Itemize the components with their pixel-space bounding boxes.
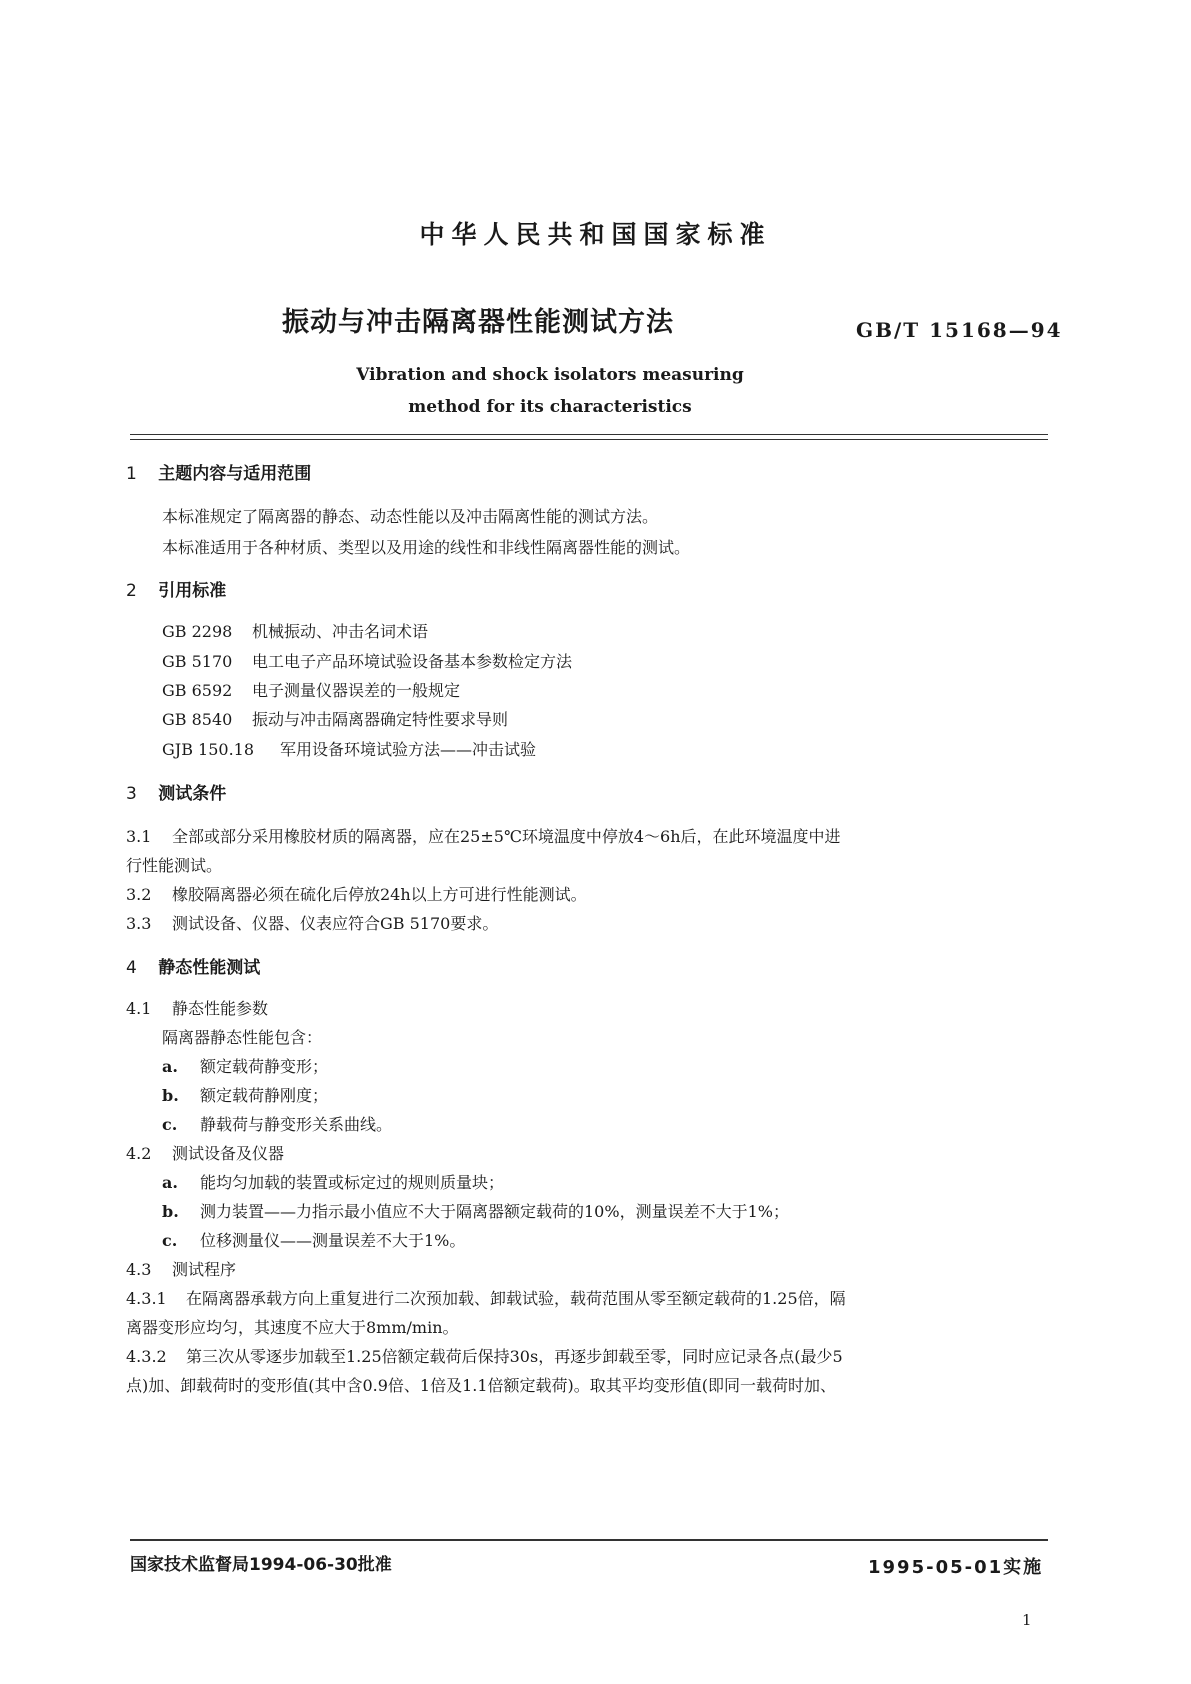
clause-text: 第三次从零逐步加载至1.25倍额定载荷后保持30s，再逐步卸载至零，同时应记录各点(最少5 bbox=[186, 1347, 843, 1366]
clause-4-3-1 bbox=[126, 1286, 846, 1309]
list-marker: c. bbox=[162, 1115, 178, 1134]
clause-number: 4.2 bbox=[126, 1144, 152, 1163]
list-text: 能均匀加载的装置或标定过的规则质量块； bbox=[200, 1173, 505, 1192]
list-marker: a. bbox=[162, 1173, 178, 1192]
list-marker: a. bbox=[162, 1057, 178, 1076]
clause-text: 橡胶隔离器必须在硫化后停放24h以上方可进行性能测试。 bbox=[172, 885, 587, 904]
clause-number: 3.3 bbox=[126, 914, 152, 933]
header-rule-top bbox=[130, 434, 1048, 435]
title-chinese: 振动与冲击隔离器性能测试方法 bbox=[282, 307, 674, 338]
list-text: 额定载荷静刚度； bbox=[200, 1086, 329, 1105]
reference-code: GB 6592 bbox=[162, 681, 233, 700]
reference-name: 军用设备环境试验方法——冲击试验 bbox=[280, 740, 537, 759]
reference-item bbox=[162, 619, 428, 642]
clause-3-3 bbox=[126, 911, 498, 934]
clause-title: 测试设备及仪器 bbox=[172, 1144, 285, 1163]
clause-number: 4.1 bbox=[126, 999, 152, 1018]
reference-item bbox=[162, 707, 508, 730]
header-rule-bottom bbox=[130, 439, 1048, 440]
section-1-para-2: 本标准适用于各种材质、类型以及用途的线性和非线性隔离器性能的测试。 bbox=[162, 538, 691, 557]
clause-3-1-continued: 行性能测试。 bbox=[126, 856, 223, 875]
title-english bbox=[200, 359, 900, 423]
clause-title: 静态性能参数 bbox=[172, 999, 269, 1018]
section-4-title: 静态性能测试 bbox=[158, 958, 261, 978]
section-2-title: 引用标准 bbox=[158, 581, 227, 601]
list-item bbox=[162, 1054, 328, 1077]
clause-number: 4.3.1 bbox=[126, 1289, 167, 1308]
standard-org-header: 中华人民共和国国家标准 bbox=[419, 220, 772, 249]
clause-3-1 bbox=[126, 824, 841, 847]
list-item bbox=[162, 1199, 789, 1222]
list-marker: b. bbox=[162, 1086, 179, 1105]
section-2-number: 2 bbox=[126, 581, 137, 601]
approval-date: 国家技术监督局1994-06-30批准 bbox=[130, 1555, 392, 1575]
clause-4-3-2 bbox=[126, 1344, 843, 1367]
clause-text: 在隔离器承载方向上重复进行二次预加载、卸载试验，载荷范围从零至额定载荷的1.25倍，隔 bbox=[186, 1289, 846, 1308]
title-english-line2: method for its characteristics bbox=[408, 397, 692, 417]
clause-number: 3.1 bbox=[126, 827, 152, 846]
standard-code: GB/T 15168—94 bbox=[856, 318, 1063, 342]
clause-4-2 bbox=[126, 1141, 284, 1164]
reference-code: GJB 150.18 bbox=[162, 740, 255, 759]
reference-name: 电工电子产品环境试验设备基本参数检定方法 bbox=[252, 652, 573, 671]
section-3-heading bbox=[126, 779, 226, 804]
reference-name: 机械振动、冲击名词术语 bbox=[252, 622, 429, 641]
section-2-heading bbox=[126, 576, 226, 601]
reference-code: GB 5170 bbox=[162, 652, 233, 671]
list-text: 静载荷与静变形关系曲线。 bbox=[200, 1115, 393, 1134]
title-english-line1: Vibration and shock isolators measuring bbox=[356, 365, 744, 385]
list-marker: c. bbox=[162, 1231, 178, 1250]
list-marker: b. bbox=[162, 1202, 179, 1221]
section-1-number: 1 bbox=[126, 464, 137, 484]
section-3-number: 3 bbox=[126, 784, 137, 804]
clause-title: 测试程序 bbox=[172, 1260, 237, 1279]
list-item bbox=[162, 1228, 465, 1251]
list-item bbox=[162, 1112, 392, 1135]
list-text: 测力装置——力指示最小值应不大于隔离器额定载荷的10%，测量误差不大于1%； bbox=[200, 1202, 789, 1221]
reference-item bbox=[162, 678, 460, 701]
clause-text: 测试设备、仪器、仪表应符合GB 5170要求。 bbox=[172, 914, 499, 933]
reference-name: 振动与冲击隔离器确定特性要求导则 bbox=[252, 710, 509, 729]
implementation-date: 1995-05-01实施 bbox=[868, 1557, 1044, 1578]
footer-rule bbox=[130, 1539, 1048, 1541]
clause-4-1 bbox=[126, 996, 268, 1019]
list-item bbox=[162, 1170, 504, 1193]
section-1-heading bbox=[126, 459, 311, 484]
list-item bbox=[162, 1083, 328, 1106]
reference-code: GB 2298 bbox=[162, 622, 233, 641]
clause-text: 全部或部分采用橡胶材质的隔离器，应在25±5℃环境温度中停放4～6h后，在此环境温度中进 bbox=[172, 827, 841, 846]
reference-code: GB 8540 bbox=[162, 710, 233, 729]
list-text: 额定载荷静变形； bbox=[200, 1057, 329, 1076]
clause-number: 4.3.2 bbox=[126, 1347, 167, 1366]
reference-item bbox=[162, 649, 572, 672]
section-4-number: 4 bbox=[126, 958, 137, 978]
reference-name: 电子测量仪器误差的一般规定 bbox=[252, 681, 461, 700]
clause-number: 3.2 bbox=[126, 885, 152, 904]
clause-4-1-intro: 隔离器静态性能包含： bbox=[162, 1028, 323, 1047]
clause-4-3 bbox=[126, 1257, 236, 1280]
clause-4-3-2-continued: 点)加、卸载荷时的变形值(其中含0.9倍、1倍及1.1倍额定载荷)。取其平均变形值(即同一载荷时加、 bbox=[126, 1376, 837, 1395]
clause-number: 4.3 bbox=[126, 1260, 152, 1279]
reference-item bbox=[162, 737, 536, 760]
page-number: 1 bbox=[1022, 1611, 1032, 1629]
section-3-title: 测试条件 bbox=[158, 784, 227, 804]
section-1-title: 主题内容与适用范围 bbox=[158, 464, 312, 484]
list-text: 位移测量仪——测量误差不大于1%。 bbox=[200, 1231, 466, 1250]
clause-3-2 bbox=[126, 882, 587, 905]
clause-4-3-1-continued: 离器变形应均匀，其速度不应大于8mm/min。 bbox=[126, 1318, 459, 1337]
section-1-para-1: 本标准规定了隔离器的静态、动态性能以及冲击隔离性能的测试方法。 bbox=[162, 507, 659, 526]
section-4-heading bbox=[126, 953, 260, 978]
